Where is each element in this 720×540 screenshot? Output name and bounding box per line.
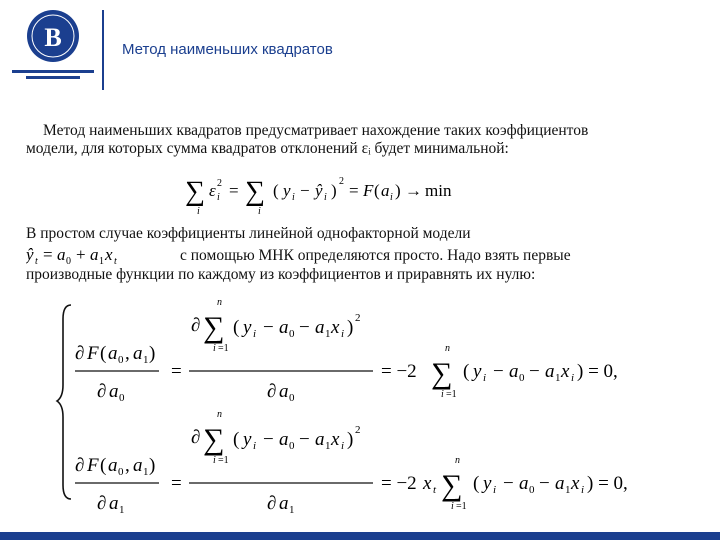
svg-text:): ) — [149, 343, 156, 364]
model-formula — [26, 240, 166, 268]
svg-text:1: 1 — [143, 354, 149, 366]
svg-text:+: + — [76, 245, 86, 264]
svg-text:x: x — [331, 317, 340, 338]
svg-text:a: a — [381, 181, 390, 200]
svg-text:ŷ: ŷ — [315, 181, 323, 200]
svg-text:=1: =1 — [456, 501, 467, 512]
svg-text:i: i — [197, 206, 200, 217]
svg-text:∂: ∂ — [75, 455, 85, 476]
svg-text:i: i — [258, 206, 261, 217]
svg-text:1: 1 — [565, 484, 571, 496]
svg-text:) = 0,: ) = 0, — [577, 361, 618, 382]
svg-text:1: 1 — [555, 372, 561, 384]
svg-text:F: F — [87, 455, 99, 476]
svg-text:1: 1 — [99, 256, 104, 267]
header-divider — [102, 10, 104, 90]
svg-text:0: 0 — [289, 328, 295, 340]
svg-text:2: 2 — [217, 178, 222, 189]
svg-text:): ) — [347, 317, 354, 338]
svg-text:F: F — [363, 181, 374, 200]
svg-text:∂: ∂ — [97, 381, 107, 402]
svg-text:∑: ∑ — [245, 176, 265, 207]
svg-text:−: − — [299, 429, 310, 450]
svg-text:i: i — [390, 192, 393, 203]
svg-text:−: − — [299, 317, 310, 338]
svg-text:,: , — [125, 455, 130, 476]
svg-text:x: x — [423, 473, 432, 494]
svg-text:,: , — [125, 343, 130, 364]
svg-text:∂: ∂ — [267, 381, 277, 402]
svg-text:(: ( — [100, 343, 107, 364]
svg-text:(: ( — [273, 181, 279, 200]
svg-text:a: a — [109, 381, 119, 402]
svg-text:0: 0 — [289, 440, 295, 452]
svg-text:a: a — [90, 245, 99, 264]
svg-text:a: a — [108, 343, 118, 364]
svg-text:x: x — [105, 245, 113, 264]
svg-text:a: a — [109, 493, 119, 514]
svg-text:a: a — [133, 455, 143, 476]
svg-text:y: y — [473, 361, 482, 382]
svg-text:a: a — [133, 343, 143, 364]
svg-text:(: ( — [463, 361, 470, 382]
svg-text:a: a — [279, 493, 289, 514]
svg-text:) = 0,: ) = 0, — [587, 473, 628, 494]
svg-text:∂: ∂ — [75, 343, 85, 364]
svg-text:2: 2 — [355, 312, 361, 324]
svg-text:): ) — [331, 181, 337, 200]
svg-text:n: n — [445, 343, 450, 354]
svg-text:=1: =1 — [218, 343, 229, 354]
svg-text:y: y — [243, 317, 252, 338]
svg-text:(: ( — [233, 317, 240, 338]
svg-text:min: min — [425, 181, 452, 200]
svg-text:=: = — [171, 473, 182, 494]
svg-text:0: 0 — [529, 484, 535, 496]
derivative-system — [55, 285, 695, 515]
svg-text:∑: ∑ — [431, 357, 453, 390]
svg-text:−: − — [539, 473, 550, 494]
svg-text:F: F — [87, 343, 99, 364]
svg-text:a: a — [519, 473, 529, 494]
svg-text:=: = — [349, 181, 359, 200]
svg-text:i: i — [217, 192, 220, 203]
svg-text:x: x — [331, 429, 340, 450]
para2-line2: с помощью МНК определяются просто. Надо взять первые — [180, 247, 571, 264]
svg-text:i: i — [292, 192, 295, 203]
svg-text:1: 1 — [119, 504, 125, 515]
svg-text:i: i — [493, 484, 497, 496]
svg-text:ε: ε — [209, 181, 216, 200]
svg-text:−: − — [493, 361, 504, 382]
equation-a0 — [75, 297, 618, 404]
page-title: Метод наименьших квадратов — [122, 41, 333, 58]
svg-text:i: i — [451, 501, 454, 512]
svg-text:n: n — [455, 455, 460, 466]
svg-text:∑: ∑ — [203, 423, 225, 456]
svg-text:0: 0 — [118, 354, 124, 366]
svg-text:−: − — [503, 473, 514, 494]
svg-text:∂: ∂ — [97, 493, 107, 514]
svg-text:∑: ∑ — [185, 176, 205, 207]
objective-formula — [185, 168, 485, 218]
svg-text:0: 0 — [119, 392, 125, 404]
svg-text:0: 0 — [66, 256, 71, 267]
svg-text:−: − — [300, 181, 310, 200]
svg-text:0: 0 — [289, 392, 295, 404]
svg-text:i: i — [253, 328, 257, 340]
svg-text:a: a — [279, 429, 289, 450]
svg-text:a: a — [545, 361, 555, 382]
svg-text:a: a — [108, 455, 118, 476]
svg-text:= −2: = −2 — [381, 361, 417, 382]
svg-text:−: − — [263, 429, 274, 450]
svg-text:n: n — [217, 297, 222, 308]
svg-text:i: i — [483, 372, 487, 384]
svg-text:i: i — [324, 192, 327, 203]
svg-text:0: 0 — [519, 372, 525, 384]
svg-text:1: 1 — [325, 328, 331, 340]
svg-text:=: = — [171, 361, 182, 382]
svg-text:(: ( — [374, 181, 380, 200]
svg-text:a: a — [315, 429, 325, 450]
svg-text:y: y — [483, 473, 492, 494]
equation-a1 — [75, 409, 628, 515]
svg-text:i: i — [253, 440, 257, 452]
svg-text:a: a — [509, 361, 519, 382]
svg-text:0: 0 — [118, 466, 124, 478]
svg-text:2: 2 — [339, 176, 344, 187]
svg-text:i: i — [441, 389, 444, 400]
svg-text:a: a — [315, 317, 325, 338]
svg-text:i: i — [341, 440, 345, 452]
svg-text:ŷ: ŷ — [26, 245, 34, 264]
svg-text:1: 1 — [325, 440, 331, 452]
svg-text:): ) — [395, 181, 401, 200]
para2-line3: производные функции по каждому из коэффициентов и приравнять их нулю: — [26, 266, 536, 283]
slide-header — [0, 0, 720, 95]
svg-text:(: ( — [233, 429, 240, 450]
para1-line2: модели, для которых сумма квадратов отклонений εᵢ будет минимальной: — [26, 140, 509, 157]
svg-text:∑: ∑ — [441, 469, 463, 502]
svg-text:−: − — [529, 361, 540, 382]
svg-text:a: a — [57, 245, 66, 264]
svg-text:): ) — [347, 429, 354, 450]
svg-text:t: t — [35, 256, 38, 267]
brace — [57, 305, 71, 499]
svg-text:x: x — [571, 473, 580, 494]
svg-text:−: − — [263, 317, 274, 338]
svg-text:i: i — [571, 372, 575, 384]
svg-text:=1: =1 — [218, 455, 229, 466]
svg-text:(: ( — [100, 455, 107, 476]
para2-line1: В простом случае коэффициенты линейной однофакторной модели — [26, 225, 471, 242]
logo-caption — [12, 70, 94, 79]
svg-text:∂: ∂ — [267, 493, 277, 514]
svg-text:= −2: = −2 — [381, 473, 417, 494]
svg-text:x: x — [561, 361, 570, 382]
svg-text:a: a — [279, 317, 289, 338]
svg-text:=: = — [229, 181, 239, 200]
svg-text:=1: =1 — [446, 389, 457, 400]
svg-text:В: В — [44, 23, 62, 52]
svg-text:y: y — [283, 181, 291, 200]
svg-text:∂: ∂ — [191, 315, 201, 336]
svg-text:i: i — [213, 343, 216, 354]
svg-text:t: t — [114, 256, 117, 267]
svg-text:2: 2 — [355, 424, 361, 436]
svg-text:): ) — [149, 455, 156, 476]
svg-text:t: t — [433, 484, 437, 496]
svg-text:=: = — [43, 245, 53, 264]
svg-text:a: a — [279, 381, 289, 402]
svg-text:i: i — [581, 484, 585, 496]
svg-text:∂: ∂ — [191, 427, 201, 448]
svg-text:a: a — [555, 473, 565, 494]
svg-text:i: i — [213, 455, 216, 466]
svg-text:1: 1 — [289, 504, 295, 515]
svg-text:1: 1 — [143, 466, 149, 478]
svg-text:(: ( — [473, 473, 480, 494]
svg-text:∑: ∑ — [203, 311, 225, 344]
svg-text:→: → — [405, 181, 422, 200]
svg-text:i: i — [341, 328, 345, 340]
footer-bar — [0, 532, 720, 540]
svg-text:y: y — [243, 429, 252, 450]
para1-line1: Метод наименьших квадратов предусматривает нахождение таких коэффициентов — [43, 122, 589, 139]
hse-logo-icon — [10, 8, 96, 88]
svg-text:n: n — [217, 409, 222, 420]
